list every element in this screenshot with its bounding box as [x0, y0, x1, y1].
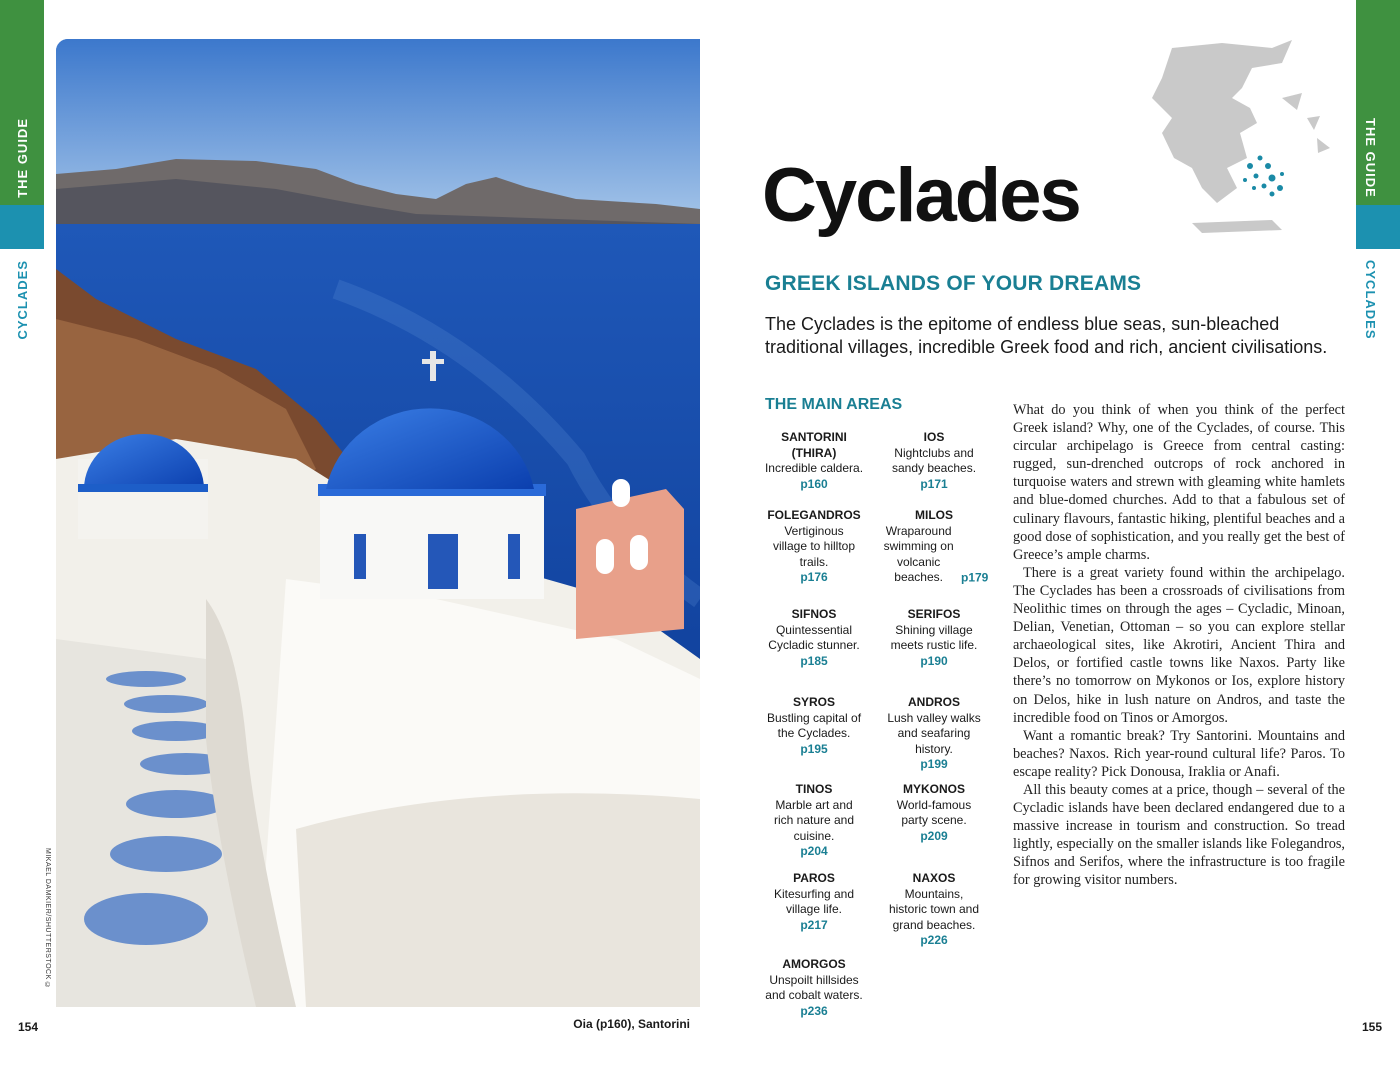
area-desc: Quintessential Cycladic stunner.: [768, 622, 860, 652]
area-name: ANDROS: [907, 695, 960, 709]
area-page-link[interactable]: p185: [800, 653, 828, 668]
area-desc: Vertiginous village to hilltop trails.: [772, 523, 856, 569]
area-sifnos: [754, 607, 874, 669]
area-name: MILOS: [915, 508, 953, 522]
area-andros: [874, 695, 994, 773]
area-desc: Marble art and rich nature and cuisine.: [773, 797, 855, 843]
area-desc: Mountains, historic town and grand beaches.: [888, 886, 980, 932]
main-areas-heading: THE MAIN AREAS: [765, 396, 903, 413]
intro-paragraph: The Cyclades is the epitome of endless blue seas, sun-bleached traditional villages, incredible Greek food and rich, ancient civilisations.: [765, 314, 1328, 357]
area-page-link[interactable]: p179: [960, 570, 989, 584]
area-page-link[interactable]: p171: [920, 476, 948, 491]
photo-credit: MIKAEL DAMKIER/SHUTTERSTOCK ©: [44, 848, 51, 990]
area-folegandros: [754, 508, 874, 586]
area-page-link[interactable]: p195: [800, 741, 828, 756]
area-name: AMORGOS: [782, 957, 846, 971]
area-milos: [874, 508, 994, 586]
area-name: PAROS: [793, 871, 835, 885]
greece-locator-map: [1132, 38, 1350, 243]
santorini-photo: [56, 39, 700, 1007]
area-mykonos: [874, 782, 994, 844]
area-desc: Unspoilt hillsides and cobalt waters.: [765, 972, 863, 1002]
area-paros: [754, 871, 874, 933]
area-desc: World-famous party scene.: [896, 797, 972, 827]
area-desc: Lush valley walks and seafaring history.: [887, 710, 981, 756]
area-desc: Bustling capital of the Cyclades.: [766, 710, 862, 740]
area-name: SERIFOS: [907, 607, 961, 621]
page-title: Cyclades: [762, 153, 1080, 238]
area-ios: [874, 430, 994, 492]
area-page-link[interactable]: p176: [800, 570, 828, 584]
area-page-link[interactable]: p190: [920, 653, 948, 668]
area-desc: Incredible caldera.: [764, 461, 864, 475]
area-serifos: [874, 607, 994, 669]
page-subtitle: GREEK ISLANDS OF YOUR DREAMS: [765, 272, 1142, 295]
body-paragraph: There is a great variety found within the archipelago. The Cyclades has been a crossroads of civilisations from Neolithic times on through the ages – Cycladic, Minoan, Delian, Venetian, Ottoman – so you can explore stellar archaeological sites, like Akrotiri, Ancient Thira and Delos, or fortified castle towns like Naxos. Party like there’s no tomorrow on Mykonos or Ios, explore history on Delos, hike in lush nature on Andros, and taste the incredible food on Tinos or Amorgos.: [1013, 564, 1345, 726]
area-name: FOLEGANDROS: [767, 508, 861, 522]
area-name: SYROS: [792, 695, 835, 709]
section-label-right: THE GUIDE: [1363, 118, 1378, 198]
area-name: MYKONOS: [902, 782, 965, 796]
area-desc: Wraparound swimming on volcanic beaches.: [883, 523, 954, 584]
area-page-link[interactable]: p217: [800, 917, 828, 932]
area-tinos: [754, 782, 874, 860]
body-text: [1013, 401, 1345, 890]
body-paragraph: Want a romantic break? Try Santorini. Mountains and beaches? Naxos. Rich year-round cultural life? Paros. To escape reality? Pick Donousa, Iraklia or Anafi.: [1013, 727, 1345, 780]
area-desc: Nightclubs and sandy beaches.: [891, 445, 977, 475]
body-paragraph: What do you think of when you think of the perfect Greek island? Why, one of the Cyclades, of course. This circular archipelago is Greece from central casting: rugged, sun-drenched outcrops of rock anchored in turquoise waters and strewn with gleaming white hamlets and blue-domed churches. Add to that a fabulous set of culinary flavours, fantastic hiking, plentiful beaches and a good dose of sophistication, and you really get the best of Greece’s ample charms.: [1013, 402, 1345, 563]
area-naxos: [874, 871, 994, 949]
page-number-left: 154: [18, 1020, 39, 1034]
chapter-tab-right: [1356, 205, 1400, 249]
page-number-right: 155: [1362, 1020, 1383, 1034]
area-desc: Kitesurfing and village life.: [773, 886, 855, 916]
area-page-link[interactable]: p199: [920, 757, 948, 771]
section-label-left: THE GUIDE: [15, 118, 30, 198]
chapter-tab-left: [0, 205, 44, 249]
area-page-link[interactable]: p236: [800, 1003, 828, 1018]
area-syros: [754, 695, 874, 757]
area-santorini: [754, 430, 874, 492]
area-page-link[interactable]: p226: [920, 933, 948, 947]
area-page-link[interactable]: p160: [800, 476, 828, 491]
chapter-label-left: CYCLADES: [15, 260, 30, 340]
area-amorgos: [754, 957, 874, 1019]
chapter-label-right: CYCLADES: [1363, 260, 1378, 340]
photo-caption: Oia (p160), Santorini: [573, 1017, 690, 1031]
area-name: SIFNOS: [791, 607, 837, 621]
area-desc: Shining village meets rustic life.: [890, 622, 978, 652]
area-name: TINOS: [795, 782, 833, 796]
area-name: IOS: [923, 430, 945, 444]
body-paragraph: All this beauty comes at a price, though – several of the Cycladic islands have been declared endangered due to a massive increase in tourism and construction. So tread lightly, especially on the smaller islands like Folegandros, Sifnos and Serifos, where the infrastructure is too fragile for growing visitor numbers.: [1013, 781, 1345, 889]
area-page-link[interactable]: p204: [800, 844, 828, 858]
area-page-link[interactable]: p209: [920, 828, 948, 843]
area-name: NAXOS: [912, 871, 956, 885]
area-name: SANTORINI (THIRA): [781, 430, 847, 460]
